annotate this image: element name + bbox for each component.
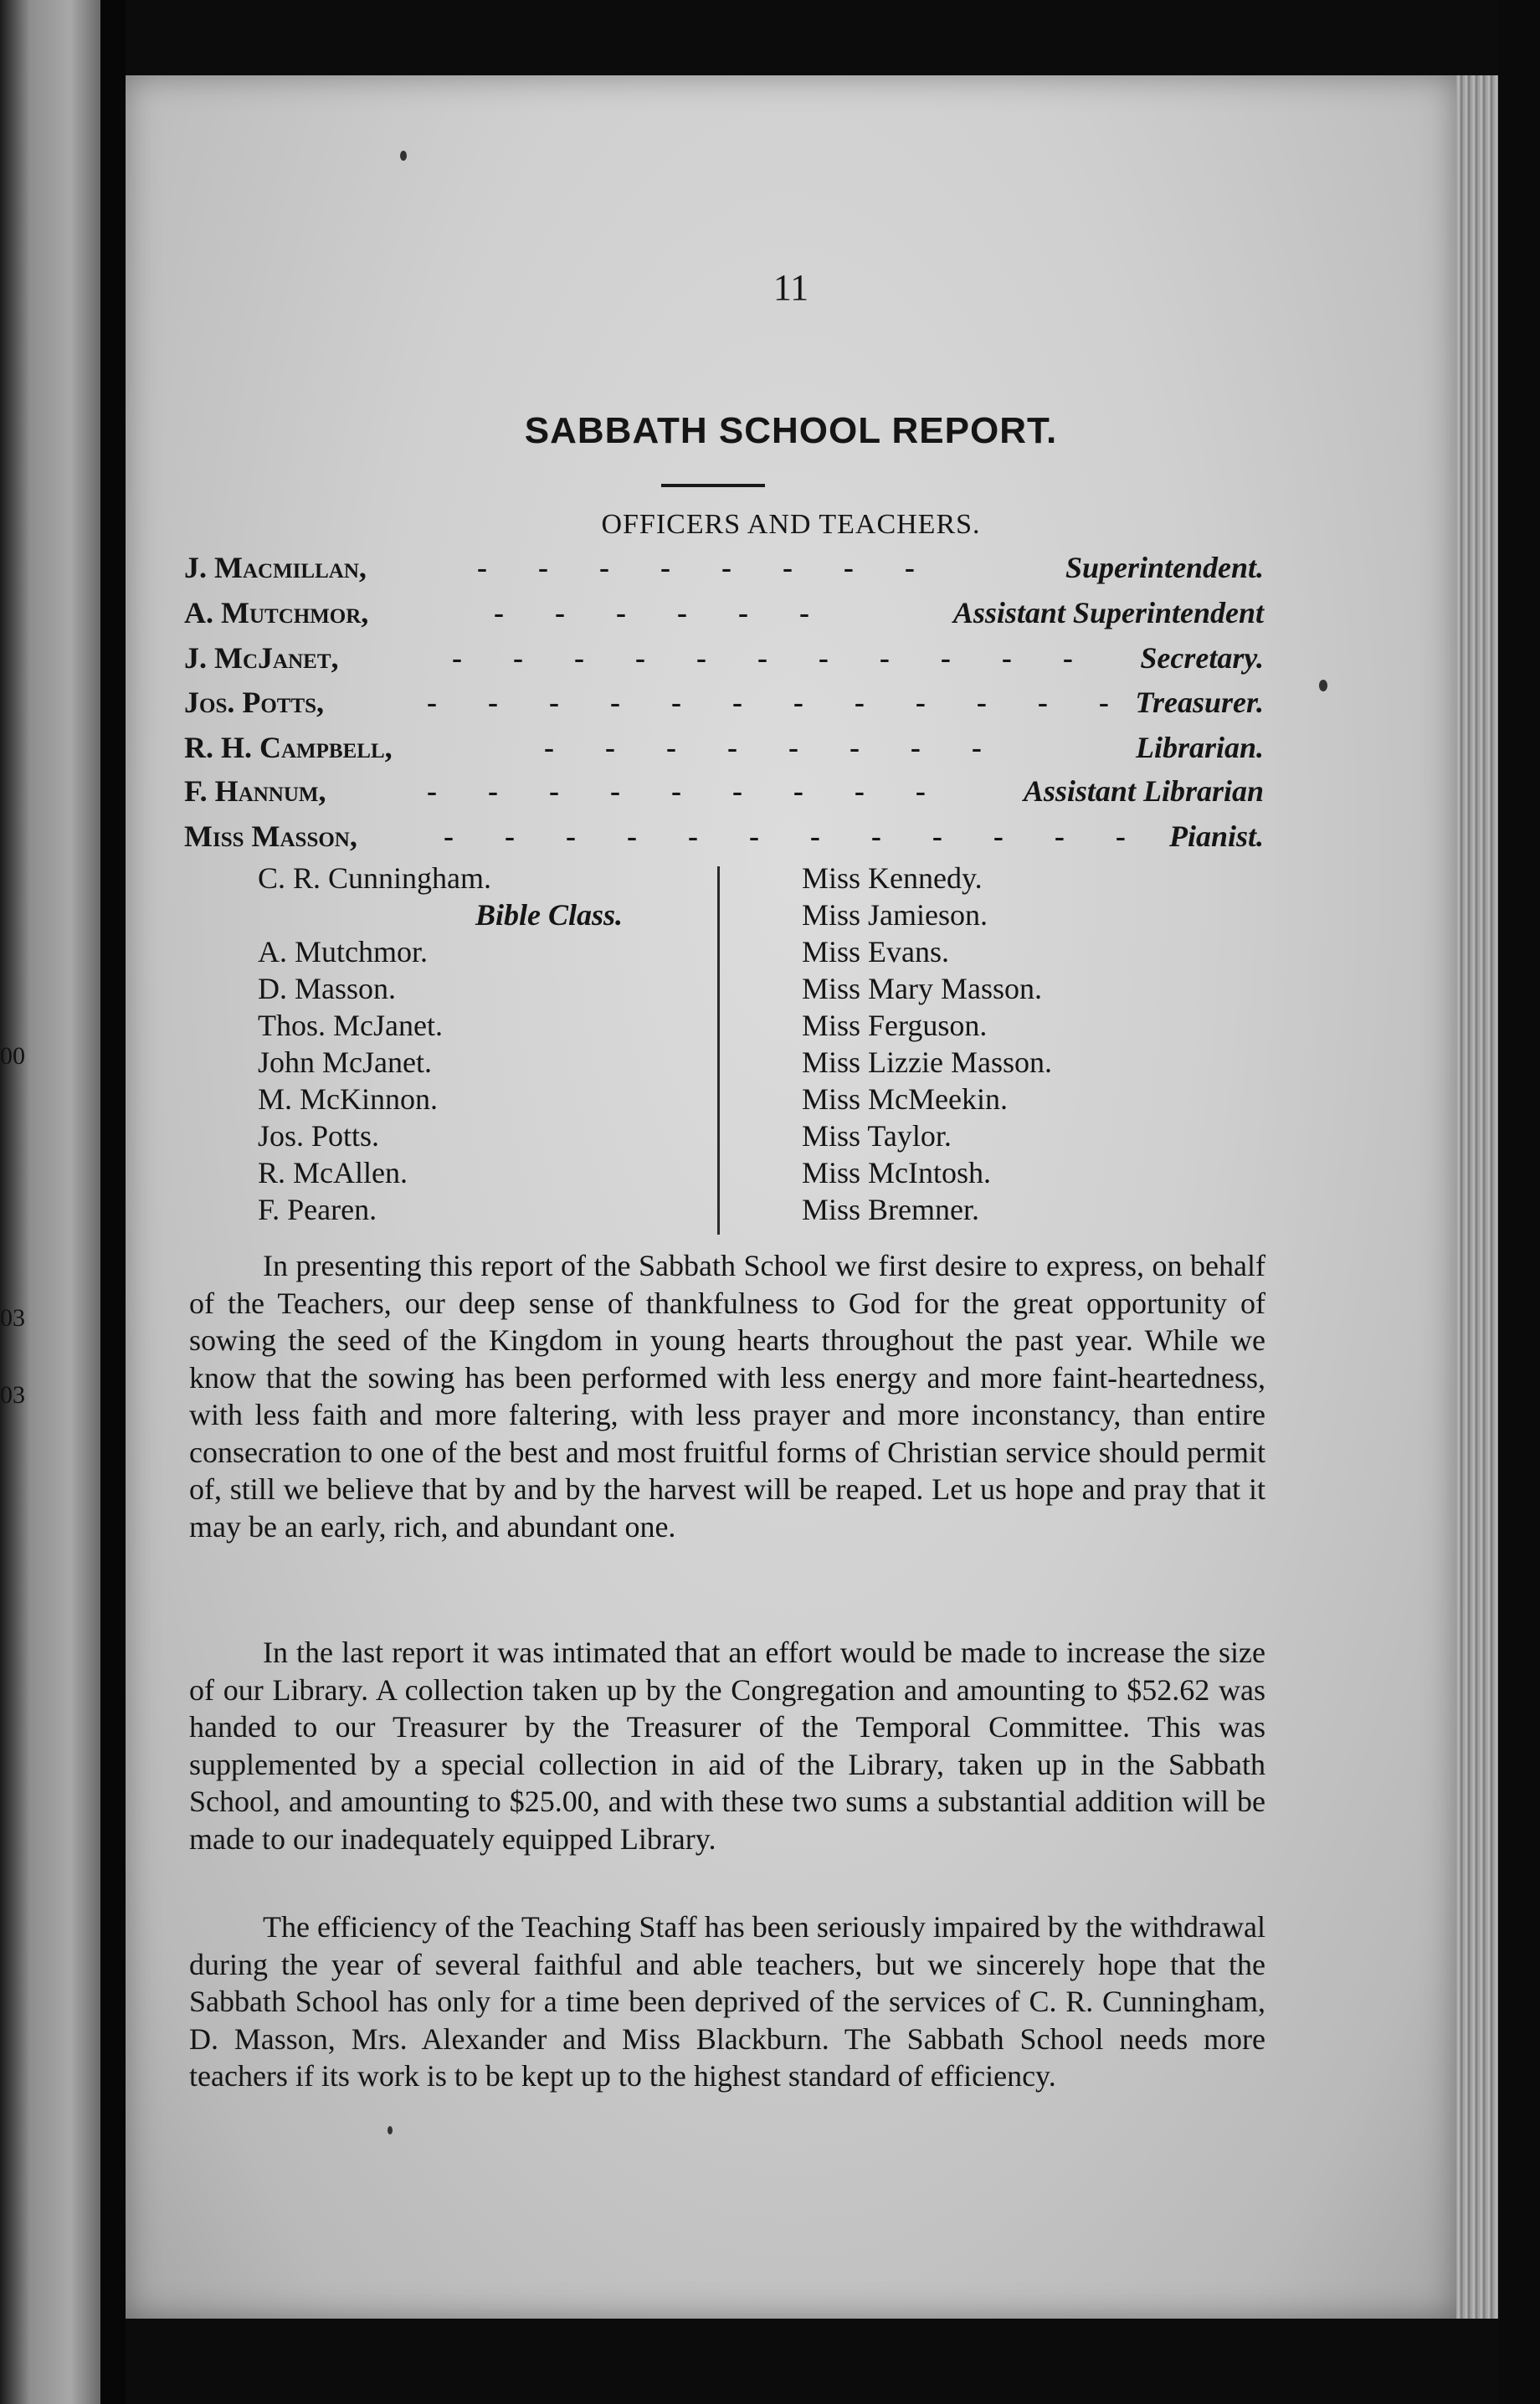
officer-role: Pianist. — [1168, 819, 1264, 853]
officer-row — [184, 547, 1264, 588]
officer-name: Miss Masson, — [184, 819, 357, 853]
print-speck — [388, 2126, 393, 2134]
teacher-name: Miss Jamieson. — [802, 898, 988, 932]
officer-row — [184, 592, 1264, 634]
print-speck — [1319, 680, 1327, 691]
teacher-name: D. Masson. — [258, 972, 397, 1005]
teacher-name: Miss Mary Masson. — [802, 972, 1043, 1005]
teacher-name: R. McAllen. — [258, 1156, 408, 1189]
officer-name: J. Macmillan, — [184, 551, 367, 584]
officer-row — [184, 815, 1264, 857]
officer-name: F. Hannum, — [184, 774, 326, 808]
facing-page-strip — [0, 0, 100, 2404]
officer-leader-dashes: - - - - - - - - — [544, 731, 1004, 764]
teacher-name: Miss Taylor. — [802, 1119, 952, 1153]
officer-role: Secretary. — [1140, 641, 1264, 675]
teacher-name: Miss Bremner. — [802, 1193, 979, 1226]
teacher-name: John McJanet. — [258, 1045, 432, 1079]
book-gutter — [100, 0, 126, 2404]
officer-leader-dashes: - - - - - - — [494, 596, 831, 629]
officer-role: Treasurer. — [1135, 686, 1264, 719]
officer-role: Librarian. — [1135, 731, 1264, 764]
facing-page-fragment: 03 — [0, 1381, 25, 1409]
title-rule — [661, 484, 765, 487]
facing-page-fragment: 00 — [0, 1042, 25, 1070]
teacher-name: M. McKinnon. — [258, 1082, 438, 1116]
teacher-name: Miss Ferguson. — [802, 1009, 988, 1042]
report-page — [126, 75, 1456, 2319]
teacher-name: Thos. McJanet. — [258, 1009, 443, 1042]
facing-page-fragment: 03 — [0, 1304, 25, 1332]
teacher-name: Miss Kennedy. — [802, 861, 983, 895]
officer-row — [184, 681, 1264, 723]
section-subtitle: OFFICERS AND TEACHERS. — [601, 509, 981, 540]
officer-role: Assistant Librarian — [1023, 774, 1264, 808]
officer-name: Jos. Potts, — [184, 686, 325, 719]
page-number: 11 — [773, 267, 809, 308]
officer-leader-dashes: - - - - - - - - - — [427, 774, 947, 808]
officer-leader-dashes: - - - - - - - - — [477, 551, 937, 584]
bible-class-label: Bible Class. — [475, 898, 624, 932]
officer-row — [184, 770, 1264, 812]
teacher-name: C. R. Cunningham. — [258, 861, 492, 895]
teacher-name: Miss McMeekin. — [802, 1082, 1008, 1116]
print-speck — [400, 151, 407, 161]
page-title: SABBATH SCHOOL REPORT. — [524, 410, 1058, 451]
officer-name: J. McJanet, — [184, 641, 339, 675]
officer-leader-dashes: - - - - - - - - - - - - — [427, 686, 1131, 719]
teachers-right-column — [802, 860, 1270, 1228]
officer-role: Assistant Superintendent — [952, 596, 1264, 629]
teachers-left-column — [258, 860, 726, 1228]
report-paragraph: The efficiency of the Teaching Staff has been seriously impaired by the withdrawal during the year of several faithful and able teachers, but we sincerely hope that the Sabbath School has only for a time been deprived of the services of C. R. Cunningham, D. Masson, Mrs. Alexander and Miss Blackburn. The Sabbath School needs more teachers if its work is to be kept up to the highest standard of efficiency. — [189, 1910, 1265, 2093]
report-paragraph: In the last report it was intimated that an effort would be made to increase the size of our Library. A collection taken up by the Congregation and amounting to $52.62 was handed to our Treasurer by the Treasurer of the Temporal Committee. This was supplemented by a special collection in aid of the Library, taken up in the Sabbath School, and amounting to $25.00, and with these two sums a substantial addition will be made to our inadequately equipped Library. — [189, 1636, 1265, 1856]
teacher-name: A. Mutchmor. — [258, 935, 428, 968]
officer-leader-dashes: - - - - - - - - - - - — [452, 641, 1095, 675]
report-paragraph: In presenting this report of the Sabbath School we first desire to express, on behalf of the Teachers, our deep sense of thankfulness to God for the great opportunity of sowing the seed of the Kingdom in young hearts throughout the past year. While we know that the sowing has been performed with less energy and more faint-heartedness, with less faith and more faltering, with less prayer and more inconstancy, than entire consecration to one of the best and most fruitful forms of Christian service should permit of, still we believe that by and by the harvest will be reaped. Let us hope and pray that it may be an early, rich, and abundant one. — [189, 1249, 1265, 1544]
officer-row — [184, 727, 1264, 768]
teacher-name: Miss McIntosh. — [802, 1156, 992, 1189]
officer-name: R. H. Campbell, — [184, 731, 393, 764]
teacher-name: F. Pearen. — [258, 1193, 377, 1226]
officer-leader-dashes: - - - - - - - - - - - - — [444, 819, 1147, 853]
officer-row — [184, 637, 1264, 679]
column-divider — [717, 866, 720, 1235]
teacher-name: Jos. Potts. — [258, 1119, 380, 1153]
officer-role: Superintendent. — [1065, 551, 1264, 584]
teacher-name: Miss Evans. — [802, 935, 950, 968]
officer-name: A. Mutchmor, — [184, 596, 369, 629]
background-right — [1498, 0, 1540, 2404]
teacher-name: Miss Lizzie Masson. — [802, 1045, 1052, 1079]
page-edge-stack — [1456, 75, 1498, 2319]
